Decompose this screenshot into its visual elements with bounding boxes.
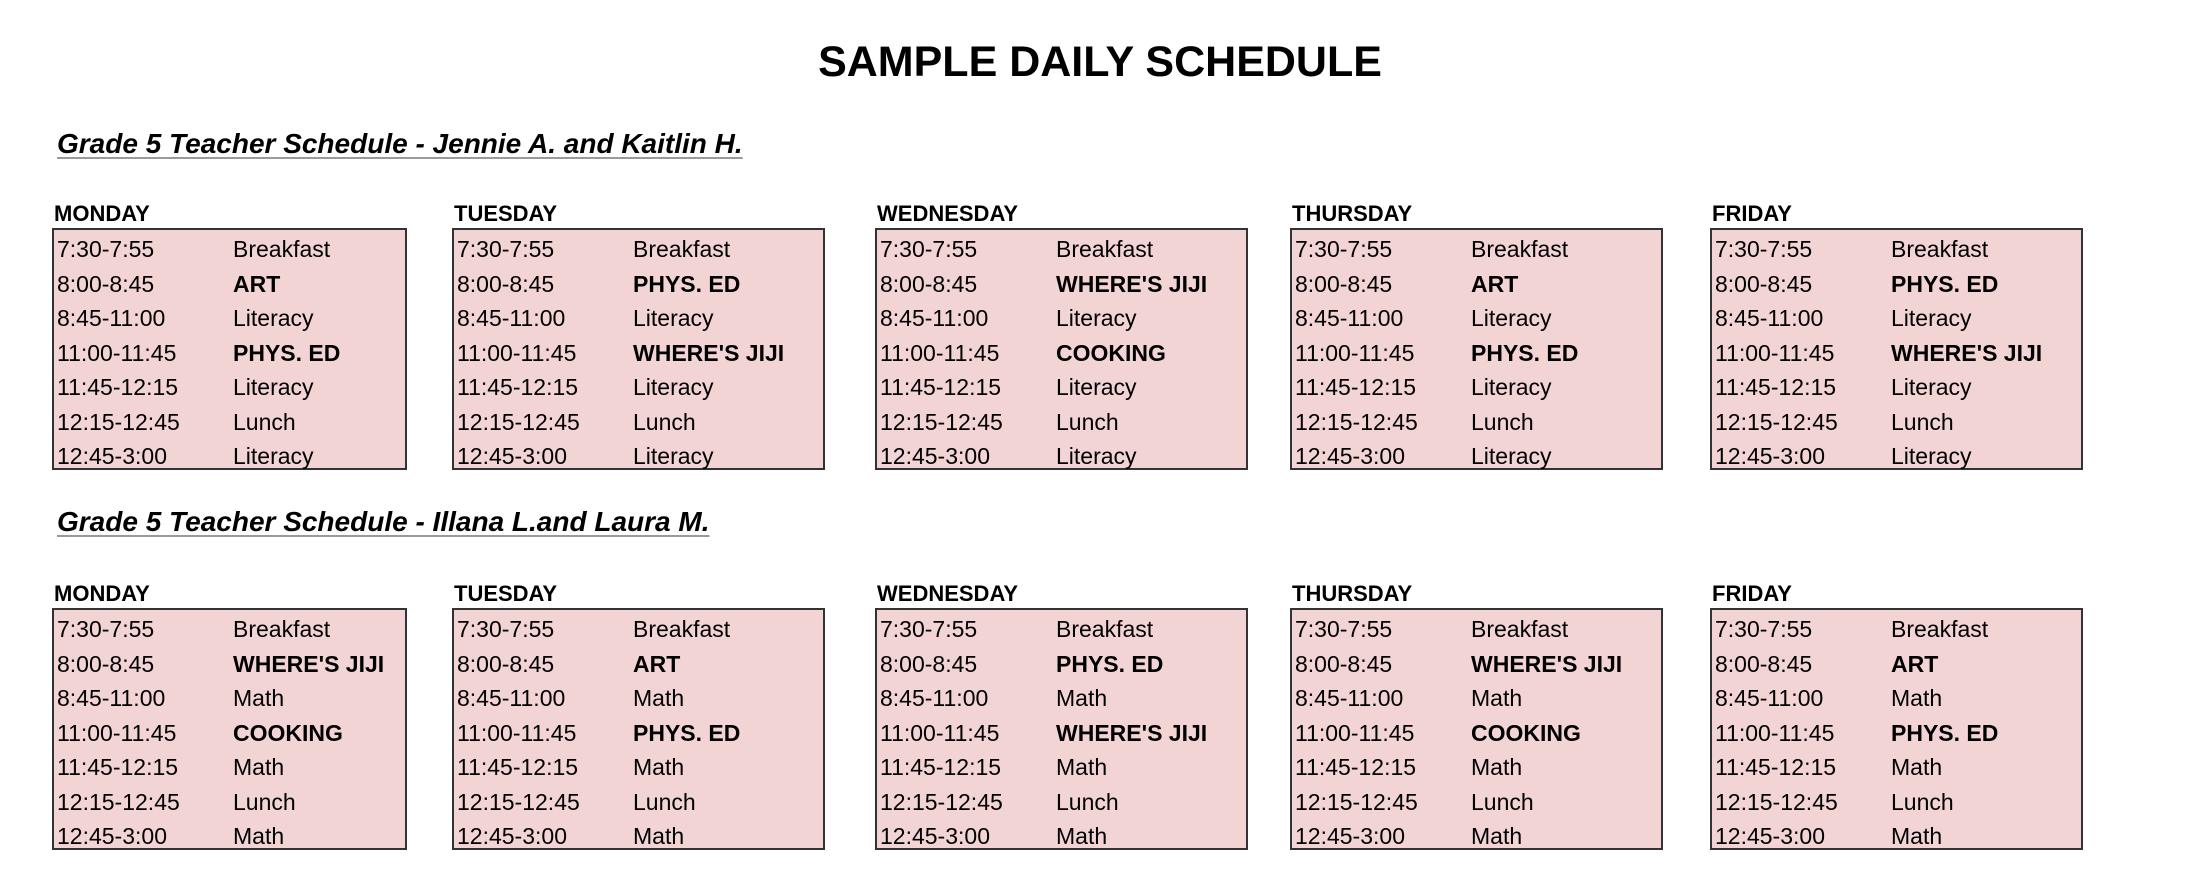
schedule-row (1712, 439, 2081, 474)
schedule-box (875, 228, 1248, 470)
day-schedule-monday (52, 580, 407, 850)
schedule-row (1712, 785, 2081, 820)
day-label: WEDNESDAY (877, 581, 1018, 606)
activity: PHYS. ED (1471, 339, 1579, 366)
activity: Breakfast (633, 236, 731, 262)
time-slot: 11:45-12:15 (457, 754, 579, 780)
schedule-box (1710, 608, 2083, 850)
day-label: THURSDAY (1292, 581, 1413, 606)
activity: Math (1056, 754, 1108, 780)
schedule-row (454, 681, 823, 716)
schedule-row (877, 647, 1246, 682)
activity: Math (1891, 754, 1943, 780)
time-slot: 11:00-11:45 (57, 339, 177, 366)
activity: Lunch (233, 408, 296, 435)
time-slot: 12:45-3:00 (457, 443, 567, 469)
schedule-row (1292, 819, 1661, 854)
time-slot: 7:30-7:55 (880, 236, 978, 262)
activity: Literacy (633, 374, 714, 400)
schedule-row (454, 785, 823, 820)
time-slot: 11:00-11:45 (880, 719, 1000, 746)
time-slot: 8:00-8:45 (57, 650, 155, 677)
time-slot: 12:15-12:45 (880, 788, 1003, 815)
time-slot: 11:45-12:15 (457, 374, 579, 400)
activity: Lunch (1891, 408, 1954, 435)
schedule-row (54, 439, 405, 474)
time-slot: 7:30-7:55 (1295, 236, 1393, 262)
time-slot: 12:15-12:45 (57, 788, 180, 815)
schedule-row (1292, 785, 1661, 820)
day-schedule-thursday (1290, 200, 1663, 470)
time-slot: 8:45-11:00 (1295, 685, 1404, 711)
schedule-row (877, 405, 1246, 440)
time-slot: 7:30-7:55 (1295, 616, 1393, 642)
schedule-row (877, 370, 1246, 405)
schedule-row (1292, 267, 1661, 302)
activity: Breakfast (1891, 616, 1989, 642)
activity: Breakfast (633, 616, 731, 642)
activity: WHERE'S JIJI (1056, 719, 1208, 746)
time-slot: 11:00-11:45 (57, 719, 177, 746)
schedule-row (454, 750, 823, 785)
activity: Math (633, 685, 685, 711)
day-schedule-friday (1710, 200, 2083, 470)
time-slot: 7:30-7:55 (880, 616, 978, 642)
day-schedule-tuesday (452, 580, 825, 850)
activity: Math (1471, 685, 1523, 711)
time-slot: 7:30-7:55 (457, 236, 555, 262)
activity: Math (1891, 685, 1943, 711)
day-label: MONDAY (54, 201, 150, 226)
activity: COOKING (233, 719, 343, 746)
time-slot: 8:00-8:45 (880, 270, 978, 297)
schedule-row (877, 232, 1246, 267)
time-slot: 8:45-11:00 (457, 305, 566, 331)
time-slot: 11:45-12:15 (57, 374, 179, 400)
schedule-row (1712, 370, 2081, 405)
schedule-row (1712, 336, 2081, 371)
time-slot: 12:15-12:45 (57, 408, 180, 435)
schedule-row (54, 612, 405, 647)
activity: WHERE'S JIJI (233, 650, 385, 677)
time-slot: 11:45-12:15 (1715, 754, 1837, 780)
activity: WHERE'S JIJI (633, 339, 785, 366)
time-slot: 11:45-12:15 (1715, 374, 1837, 400)
activity: Math (633, 823, 685, 849)
schedule-box (452, 228, 825, 470)
activity: Breakfast (1471, 616, 1569, 642)
time-slot: 12:15-12:45 (1295, 788, 1418, 815)
time-slot: 8:00-8:45 (457, 270, 555, 297)
schedule-row (454, 370, 823, 405)
day-schedule-friday (1710, 580, 2083, 850)
activity: ART (633, 650, 681, 677)
day-schedule-tuesday (452, 200, 825, 470)
activity: Literacy (233, 443, 314, 469)
schedule-row (454, 716, 823, 751)
schedule-box (1290, 608, 1663, 850)
time-slot: 12:45-3:00 (457, 823, 567, 849)
schedule-row (1292, 716, 1661, 751)
schedule-row (1712, 267, 2081, 302)
activity: Math (1471, 823, 1523, 849)
schedule-row (54, 647, 405, 682)
time-slot: 8:45-11:00 (57, 305, 166, 331)
activity: Breakfast (1056, 236, 1154, 262)
activity: Breakfast (1056, 616, 1154, 642)
activity: Literacy (1471, 374, 1552, 400)
time-slot: 8:45-11:00 (880, 305, 989, 331)
day-label: FRIDAY (1712, 581, 1792, 606)
schedule-row (454, 405, 823, 440)
schedule-row (54, 336, 405, 371)
schedule-row (1292, 301, 1661, 336)
time-slot: 12:45-3:00 (880, 443, 990, 469)
activity: WHERE'S JIJI (1056, 270, 1208, 297)
schedule-row (1712, 750, 2081, 785)
time-slot: 11:45-12:15 (1295, 754, 1417, 780)
day-schedule-wednesday (875, 200, 1248, 470)
schedule-row (1712, 647, 2081, 682)
time-slot: 11:45-12:15 (1295, 374, 1417, 400)
time-slot: 8:00-8:45 (1295, 270, 1393, 297)
schedule-row (54, 232, 405, 267)
schedule-box (452, 608, 825, 850)
time-slot: 8:00-8:45 (457, 650, 555, 677)
activity: Literacy (1056, 443, 1137, 469)
schedule-row (1292, 439, 1661, 474)
activity: PHYS. ED (1891, 719, 1999, 746)
day-schedule-monday (52, 200, 407, 470)
activity: Literacy (1056, 305, 1137, 331)
schedule-row (877, 819, 1246, 854)
activity: Lunch (1056, 408, 1119, 435)
activity: Math (233, 823, 285, 849)
activity: Math (1471, 754, 1523, 780)
schedule-row (877, 785, 1246, 820)
time-slot: 8:00-8:45 (1715, 270, 1813, 297)
activity: PHYS. ED (1891, 270, 1999, 297)
time-slot: 11:00-11:45 (880, 339, 1000, 366)
schedule-row (877, 267, 1246, 302)
time-slot: 7:30-7:55 (457, 616, 555, 642)
activity: Breakfast (1891, 236, 1989, 262)
time-slot: 11:45-12:15 (57, 754, 179, 780)
time-slot: 11:00-11:45 (1715, 719, 1835, 746)
schedule-box (52, 608, 407, 850)
schedule-row (877, 336, 1246, 371)
schedule-row (1712, 819, 2081, 854)
day-schedule-thursday (1290, 580, 1663, 850)
activity: Breakfast (233, 616, 331, 642)
activity: ART (1891, 650, 1939, 677)
schedule-row (454, 232, 823, 267)
activity: PHYS. ED (633, 270, 741, 297)
day-label: TUESDAY (454, 581, 558, 606)
schedule-row (1712, 301, 2081, 336)
time-slot: 12:45-3:00 (57, 443, 167, 469)
time-slot: 11:00-11:45 (1295, 339, 1415, 366)
schedule-row (54, 405, 405, 440)
activity: Math (1056, 685, 1108, 711)
day-label: THURSDAY (1292, 201, 1413, 226)
section-title-1: Grade 5 Teacher Schedule - Jennie A. and Kaitlin H. (57, 128, 743, 159)
activity: Math (233, 685, 285, 711)
activity: Math (233, 754, 285, 780)
time-slot: 7:30-7:55 (1715, 616, 1813, 642)
activity: Lunch (1471, 788, 1534, 815)
schedule-row (1292, 370, 1661, 405)
page-title: SAMPLE DAILY SCHEDULE (818, 38, 1382, 86)
schedule-row (1712, 232, 2081, 267)
schedule-row (1712, 612, 2081, 647)
activity: Lunch (633, 408, 696, 435)
time-slot: 11:45-12:15 (880, 754, 1002, 780)
activity: Literacy (633, 305, 714, 331)
time-slot: 12:45-3:00 (57, 823, 167, 849)
schedule-box (1290, 228, 1663, 470)
schedule-row (54, 267, 405, 302)
day-label: MONDAY (54, 581, 150, 606)
time-slot: 8:45-11:00 (880, 685, 989, 711)
schedule-row (1292, 336, 1661, 371)
time-slot: 7:30-7:55 (57, 616, 155, 642)
time-slot: 12:15-12:45 (457, 408, 580, 435)
activity: ART (233, 270, 281, 297)
time-slot: 7:30-7:55 (1715, 236, 1813, 262)
schedule-row (54, 819, 405, 854)
schedule-row (454, 336, 823, 371)
schedule-row (1292, 612, 1661, 647)
time-slot: 8:00-8:45 (880, 650, 978, 677)
day-schedule-wednesday (875, 580, 1248, 850)
activity: Math (1056, 823, 1108, 849)
time-slot: 8:45-11:00 (57, 685, 166, 711)
schedule-row (877, 681, 1246, 716)
time-slot: 8:45-11:00 (1295, 305, 1404, 331)
schedule-row (877, 612, 1246, 647)
time-slot: 12:45-3:00 (1295, 823, 1405, 849)
activity: PHYS. ED (633, 719, 741, 746)
time-slot: 8:45-11:00 (1715, 305, 1824, 331)
activity: Math (1891, 823, 1943, 849)
activity: COOKING (1471, 719, 1581, 746)
time-slot: 12:15-12:45 (1295, 408, 1418, 435)
schedule-row (54, 370, 405, 405)
time-slot: 11:45-12:15 (880, 374, 1002, 400)
activity: Breakfast (1471, 236, 1569, 262)
activity: Math (633, 754, 685, 780)
activity: Breakfast (233, 236, 331, 262)
activity: Literacy (1891, 305, 1972, 331)
schedule-row (1712, 681, 2081, 716)
schedule-row (877, 439, 1246, 474)
time-slot: 12:15-12:45 (880, 408, 1003, 435)
time-slot: 8:00-8:45 (1295, 650, 1393, 677)
time-slot: 12:15-12:45 (457, 788, 580, 815)
time-slot: 8:00-8:45 (57, 270, 155, 297)
section-title-2: Grade 5 Teacher Schedule - Illana L.and Laura M. (57, 506, 710, 537)
time-slot: 11:00-11:45 (1295, 719, 1415, 746)
schedule-row (454, 267, 823, 302)
activity: Literacy (233, 305, 314, 331)
time-slot: 8:45-11:00 (1715, 685, 1824, 711)
schedule-row (54, 785, 405, 820)
time-slot: 7:30-7:55 (57, 236, 155, 262)
schedule-row (1292, 750, 1661, 785)
time-slot: 12:45-3:00 (1715, 443, 1825, 469)
activity: Literacy (1891, 443, 1972, 469)
schedule-row (877, 301, 1246, 336)
schedule-row (877, 716, 1246, 751)
activity: PHYS. ED (233, 339, 341, 366)
day-label: FRIDAY (1712, 201, 1792, 226)
schedule-box (875, 608, 1248, 850)
activity: Lunch (233, 788, 296, 815)
activity: ART (1471, 270, 1519, 297)
schedule-row (54, 750, 405, 785)
activity: Literacy (1471, 443, 1552, 469)
schedule-row (1292, 681, 1661, 716)
day-label: WEDNESDAY (877, 201, 1018, 226)
activity: Literacy (1471, 305, 1552, 331)
activity: WHERE'S JIJI (1891, 339, 2043, 366)
time-slot: 12:15-12:45 (1715, 408, 1838, 435)
schedule-row (877, 750, 1246, 785)
activity: PHYS. ED (1056, 650, 1164, 677)
time-slot: 11:00-11:45 (457, 339, 577, 366)
schedule-row (454, 647, 823, 682)
schedule-row (1292, 232, 1661, 267)
schedule-row (454, 819, 823, 854)
activity: Literacy (233, 374, 314, 400)
time-slot: 11:00-11:45 (457, 719, 577, 746)
day-label: TUESDAY (454, 201, 558, 226)
activity: Literacy (1056, 374, 1137, 400)
time-slot: 12:15-12:45 (1715, 788, 1838, 815)
schedule-row (1712, 405, 2081, 440)
schedule-row (1712, 716, 2081, 751)
time-slot: 8:00-8:45 (1715, 650, 1813, 677)
schedule-box (1710, 228, 2083, 470)
schedule-row (454, 612, 823, 647)
time-slot: 8:45-11:00 (457, 685, 566, 711)
time-slot: 12:45-3:00 (1295, 443, 1405, 469)
time-slot: 12:45-3:00 (880, 823, 990, 849)
activity: Lunch (1891, 788, 1954, 815)
schedule-row (1292, 405, 1661, 440)
activity: Lunch (1471, 408, 1534, 435)
time-slot: 12:45-3:00 (1715, 823, 1825, 849)
activity: Literacy (633, 443, 714, 469)
schedule-row (54, 301, 405, 336)
schedule-row (454, 439, 823, 474)
schedule-row (454, 301, 823, 336)
activity: COOKING (1056, 339, 1166, 366)
activity: Literacy (1891, 374, 1972, 400)
activity: Lunch (1056, 788, 1119, 815)
schedule-row (54, 681, 405, 716)
schedule-row (1292, 647, 1661, 682)
activity: Lunch (633, 788, 696, 815)
activity: WHERE'S JIJI (1471, 650, 1623, 677)
schedule-box (52, 228, 407, 470)
time-slot: 11:00-11:45 (1715, 339, 1835, 366)
schedule-row (54, 716, 405, 751)
